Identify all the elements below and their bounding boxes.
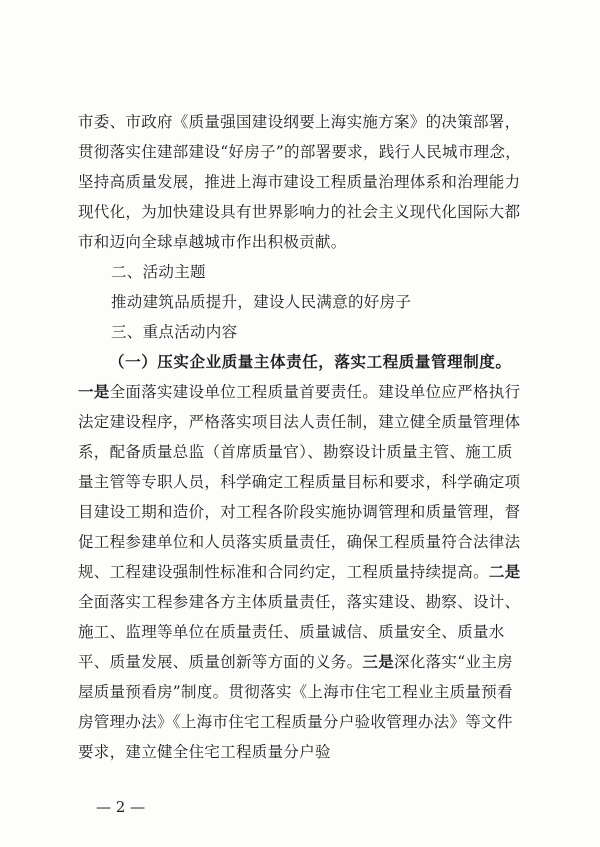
item-two-label: 二是 <box>488 563 521 581</box>
intro-paragraph: 市委、市政府《质量强国建设纲要上海实施方案》的决策部署，贯彻落实住建部建设“好房子”的部署要求，践行人民城市理念，坚持高质量发展，推进上海市建设工程质量治理体系和治理能力现代化，为加快建设具有世界影响力的社会主义现代化国际大都市和迈向全球卓越城市作出积极贡献。 <box>78 113 522 251</box>
item-three-label: 三是 <box>362 653 395 671</box>
item-two-text: 全面落实工程参建各方主体质量责任，落实建设、勘察、设计、施工、监理等单位在质量责任、质量诚信、质量安全、质量水平、质量发展、质量创新等方面的义务。 <box>78 593 521 671</box>
activity-theme-text: 推动建筑品质提升，建设人民满意的好房子 <box>111 293 412 311</box>
page-number: — 2 — <box>96 798 146 816</box>
section-two-heading: 二、活动主题 <box>111 263 206 281</box>
content-paragraph <box>78 347 522 767</box>
subsection-one-heading: （一）压实企业质量主体责任，落实工程质量管理制度。 <box>109 353 512 371</box>
section-three-heading: 三、重点活动内容 <box>111 323 238 341</box>
item-one-text: 全面落实建设单位工程质量首要责任。建设单位应严格执行法定建设程序，严格落实项目法人责任制，建立健全质量管理体系，配备质量总监（首席质量官）、勘察设计质量主管、施工质量主管等专职人员，科学确定工程质量目标和要求，科学确定项目建设工期和造价，对工程各阶段实施协调管理和质量管理，督促工程参建单位和人员落实质量责任，确保工程质量符合法律法规、工程建设强制性标准和合同约定，工程质量持续提高。 <box>78 383 521 581</box>
item-three-text: 深化落实“业主房屋质量预看房”制度。贯彻落实《上海市住宅工程业主质量预看房管理办法》《上海市住宅工程质量分户验收管理办法》等文件要求，建立健全住宅工程质量分户验 <box>78 653 513 761</box>
item-one-label: 一是 <box>78 383 110 401</box>
